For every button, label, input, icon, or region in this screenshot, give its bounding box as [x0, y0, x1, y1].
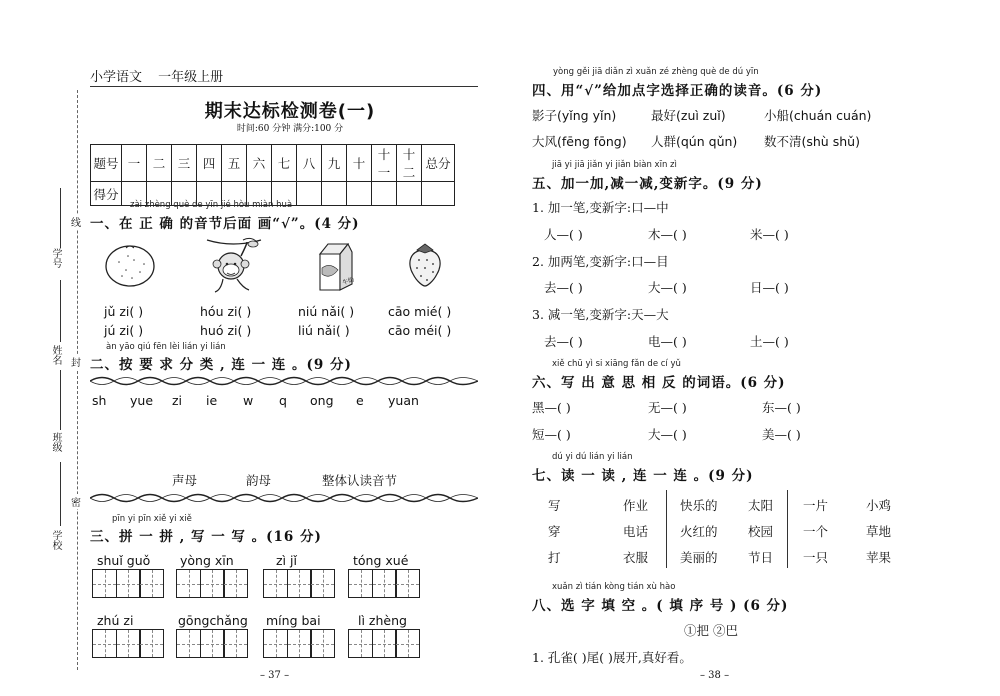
score-input[interactable] — [397, 182, 422, 206]
q4-item: 大风(fēng fōng) — [532, 134, 627, 149]
q2-letter: w — [243, 393, 254, 408]
q5-item: 人—( ) — [544, 227, 583, 242]
q3-title: 三、拼 一 拼 , 写 一 写 。(16 分) — [90, 529, 322, 545]
q1-pinyin: zài zhèng què de yīn jié hòu miàn huà — [130, 200, 293, 210]
score-cell: 四 — [197, 145, 222, 182]
q7-g2-right: 节日 — [748, 550, 774, 565]
score-table — [90, 144, 455, 206]
binding-seal-label: 封 — [71, 354, 81, 369]
q7-g3-left: 一个 — [803, 524, 829, 539]
q5-item: 土—( ) — [750, 334, 789, 349]
q8-pinyin: xuǎn zì tián kòng tián xù hào — [552, 582, 676, 592]
header-book: 小学语文 — [90, 70, 143, 85]
writing-grid[interactable] — [263, 629, 335, 658]
q2-letter: yue — [130, 393, 154, 408]
q1-row2-item: jú zi( ) — [104, 323, 144, 338]
q5-pinyin: jiā yi jiā jiǎn yi jiǎn biàn xīn zì — [552, 160, 677, 170]
score-cell: 二 — [147, 145, 172, 182]
binding-blank-3 — [60, 370, 61, 430]
q2-letter: yuan — [388, 393, 419, 408]
q2-pinyin: àn yāo qiú fēn lèi lián yi lián — [106, 342, 226, 352]
writing-grid[interactable] — [92, 569, 164, 598]
q6-item: 短—( ) — [532, 427, 571, 442]
q5-item: 木—( ) — [648, 227, 687, 242]
q7-g1-left: 打 — [548, 550, 561, 565]
q7-pinyin: dú yi dú lián yi lián — [552, 452, 633, 462]
q7-g1-right: 电话 — [623, 524, 649, 539]
q7-g1-left: 写 — [548, 498, 561, 513]
milk-carton-label: 牛奶 — [341, 276, 356, 287]
writing-grid[interactable] — [92, 629, 164, 658]
q5-sub2: 2. 加两笔,变新字:口—目 — [532, 254, 669, 269]
q3-row1-pinyin: tóng xué — [353, 553, 409, 568]
score-input[interactable] — [297, 182, 322, 206]
q6-title: 六、写 出 意 思 相 反 的词语。(6 分) — [532, 375, 786, 391]
q1-row1-item: hóu zi( ) — [200, 304, 252, 319]
q3-row1-pinyin: shuǐ guǒ — [97, 553, 151, 568]
q1-title: 一、在 正 确 的音节后面 画“√”。(4 分) — [90, 216, 360, 232]
q4-item: 小船(chuán cuán) — [764, 108, 872, 123]
q6-item: 黑—( ) — [532, 400, 571, 415]
q6-item: 无—( ) — [648, 400, 687, 415]
writing-grid[interactable] — [176, 629, 248, 658]
writing-grid[interactable] — [263, 569, 335, 598]
page-number-right: – 38 – — [700, 670, 730, 681]
q4-pinyin: yòng gěi jiā diǎn zì xuǎn zé zhèng què de dú yīn — [553, 67, 759, 77]
q4-item: 人群(qún qǔn) — [651, 134, 738, 149]
monkey-icon — [203, 234, 265, 296]
q2-letter: sh — [92, 393, 107, 408]
score-input[interactable] — [322, 182, 347, 206]
q7-divider — [787, 490, 788, 568]
strawberry-icon — [403, 240, 447, 288]
q7-g1-right: 作业 — [623, 498, 649, 513]
binding-name: 姓名 — [50, 345, 61, 365]
binding-student-id: 学号 — [50, 248, 61, 268]
q2-title: 二、按 要 求 分 类 , 连 一 连 。(9 分) — [90, 357, 352, 373]
q3-row2-pinyin: lì zhèng — [358, 613, 407, 628]
score-cell: 九 — [322, 145, 347, 182]
q5-item: 米—( ) — [750, 227, 789, 242]
score-input[interactable] — [372, 182, 397, 206]
q7-g2-right: 校园 — [748, 524, 774, 539]
q5-title: 五、加一加,减一减,变新字。(9 分) — [532, 176, 763, 192]
q5-item: 日—( ) — [750, 280, 789, 295]
score-cell: 十二 — [397, 145, 422, 182]
q6-item: 东—( ) — [762, 400, 801, 415]
writing-grid[interactable] — [348, 569, 420, 598]
q3-row1-pinyin: zì jǐ — [276, 553, 297, 568]
q2-category: 整体认读音节 — [322, 473, 398, 488]
binding-line — [77, 90, 78, 670]
q5-item: 去—( ) — [544, 280, 583, 295]
q7-g3-left: 一片 — [803, 498, 829, 513]
score-cell: 题号 — [91, 145, 122, 182]
q6-item: 大—( ) — [648, 427, 687, 442]
q4-item: 数不清(shù shǔ) — [764, 134, 860, 149]
q7-g3-right: 草地 — [866, 524, 892, 539]
binding-dense-label: 密 — [71, 494, 81, 509]
q2-letter: zi — [172, 393, 183, 408]
q4-item: 影子(yǐng yǐn) — [532, 108, 617, 123]
q3-row2-pinyin: míng bai — [266, 613, 321, 628]
q6-item: 美—( ) — [762, 427, 801, 442]
binding-school: 学校 — [50, 530, 61, 550]
q5-item: 大—( ) — [648, 280, 687, 295]
q1-row2-item: huó zi( ) — [200, 323, 252, 338]
page-title: 期末达标检测卷(一) — [204, 101, 376, 122]
q7-g2-right: 太阳 — [748, 498, 774, 513]
q6-pinyin: xiě chū yì si xiāng fǎn de cí yǔ — [552, 359, 681, 369]
q7-g2-left: 快乐的 — [680, 498, 718, 513]
q4-title: 四、用“√”给加点字选择正确的读音。(6 分) — [532, 83, 823, 99]
score-cell: 总分 — [422, 145, 455, 182]
q1-row1-item: jǔ zi( ) — [104, 304, 144, 319]
q7-g1-left: 穿 — [548, 524, 561, 539]
score-cell: 十一 — [372, 145, 397, 182]
binding-class: 班级 — [50, 432, 61, 452]
binding-blank-1 — [60, 188, 61, 248]
binding-blank-2 — [60, 280, 61, 342]
ornament-border-top — [90, 374, 478, 388]
q8-title: 八、选 字 填 空 。( 填 序 号 ) (6 分) — [532, 598, 789, 614]
score-input[interactable] — [422, 182, 455, 206]
q7-title: 七、读 一 读 , 连 一 连 。(9 分) — [532, 468, 754, 484]
q3-row2-pinyin: gōngchǎng — [178, 613, 248, 628]
page-number-left: – 37 – — [260, 670, 290, 681]
q2-category: 韵母 — [246, 473, 272, 488]
q7-divider — [666, 490, 667, 568]
writing-grid[interactable] — [176, 569, 248, 598]
score-input[interactable] — [347, 182, 372, 206]
milk-carton-icon — [314, 240, 358, 292]
orange-icon — [104, 240, 156, 288]
score-cell: 八 — [297, 145, 322, 182]
q8-sentence: 1. 孔雀( )尾( )展开,真好看。 — [532, 650, 692, 665]
header — [90, 66, 223, 85]
q5-sub1: 1. 加一笔,变新字:口—中 — [532, 200, 669, 215]
q2-category: 声母 — [172, 473, 198, 488]
q1-row1-item: niú nǎi( ) — [298, 304, 355, 319]
score-cell: 五 — [222, 145, 247, 182]
q5-item: 电—( ) — [648, 334, 687, 349]
q7-g2-left: 火红的 — [680, 524, 718, 539]
q2-letter: ong — [310, 393, 334, 408]
q7-g2-left: 美丽的 — [680, 550, 718, 565]
q2-letter: q — [279, 393, 287, 408]
score-cell: 三 — [172, 145, 197, 182]
writing-grid[interactable] — [348, 629, 420, 658]
binding-line-label: 线 — [71, 214, 81, 229]
score-table-header-row — [91, 145, 455, 182]
q8-options: ①把 ②巴 — [684, 623, 738, 638]
q5-item: 去—( ) — [544, 334, 583, 349]
score-cell: 得分 — [91, 182, 122, 206]
q1-row2-item: liú nǎi( ) — [298, 323, 350, 338]
score-cell: 一 — [122, 145, 147, 182]
q2-letter: ie — [206, 393, 218, 408]
q4-item: 最好(zuì zuǐ) — [651, 108, 726, 123]
q7-g1-right: 衣服 — [623, 550, 649, 565]
q7-g3-right: 小鸡 — [866, 498, 892, 513]
header-rule — [90, 86, 478, 87]
score-cell: 六 — [247, 145, 272, 182]
q7-g3-right: 苹果 — [866, 550, 892, 565]
q7-g3-left: 一只 — [803, 550, 829, 565]
page-subtitle: 时间:60 分钟 满分:100 分 — [236, 124, 344, 134]
header-grade: 一年级上册 — [158, 70, 224, 85]
binding-blank-4 — [60, 462, 61, 526]
q3-row1-pinyin: yòng xīn — [180, 553, 234, 568]
q3-row2-pinyin: zhú zi — [97, 613, 134, 628]
q2-letter: e — [356, 393, 364, 408]
q1-row2-item: cāo méi( ) — [388, 323, 452, 338]
q5-sub3: 3. 减一笔,变新字:天—大 — [532, 307, 669, 322]
ornament-border-bottom — [90, 491, 478, 505]
score-cell: 十 — [347, 145, 372, 182]
q3-pinyin: pīn yi pīn xiě yi xiě — [112, 514, 192, 524]
q1-row1-item: cāo mié( ) — [388, 304, 452, 319]
score-cell: 七 — [272, 145, 297, 182]
